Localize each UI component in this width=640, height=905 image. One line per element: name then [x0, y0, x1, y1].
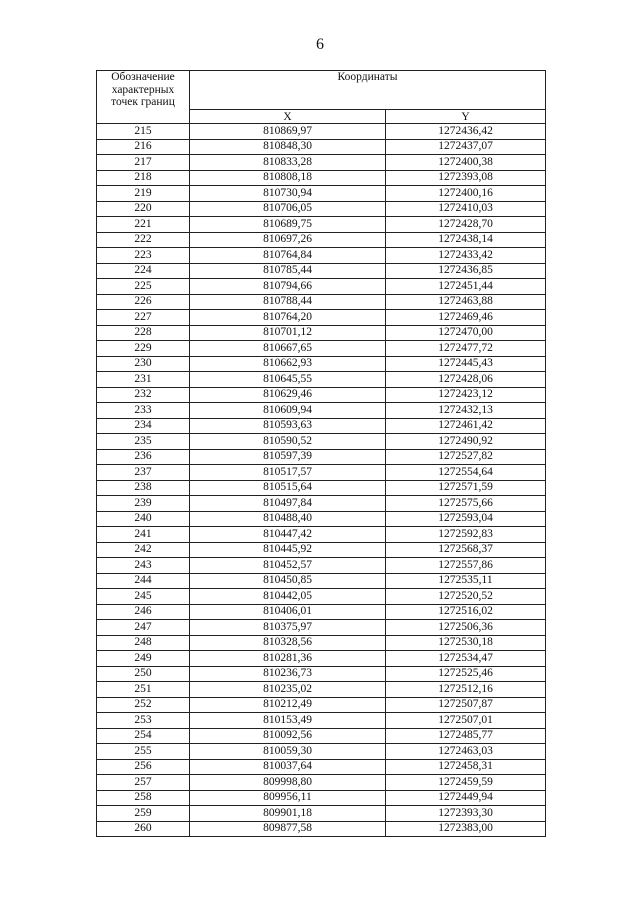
- table-row: [97, 480, 546, 496]
- point-id-cell: 231: [97, 372, 190, 388]
- point-id-cell: 223: [97, 248, 190, 264]
- y-coordinate-cell: 1272507,01: [386, 713, 546, 729]
- x-coordinate-cell: 810488,40: [190, 511, 386, 527]
- x-coordinate-cell: 810667,65: [190, 341, 386, 357]
- table-row: [97, 403, 546, 419]
- y-coordinate-cell: 1272520,52: [386, 589, 546, 605]
- table-row: [97, 713, 546, 729]
- y-coordinate-cell: 1272428,70: [386, 217, 546, 233]
- coordinates-table: [96, 70, 546, 837]
- point-id-cell: 217: [97, 155, 190, 171]
- y-coordinate-cell: 1272507,87: [386, 697, 546, 713]
- table-row: [97, 170, 546, 186]
- x-coordinate-cell: 810869,97: [190, 124, 386, 140]
- y-coordinate-cell: 1272469,46: [386, 310, 546, 326]
- table-row: [97, 124, 546, 140]
- y-coordinate-cell: 1272433,42: [386, 248, 546, 264]
- x-coordinate-cell: 810450,85: [190, 573, 386, 589]
- y-coordinate-cell: 1272428,06: [386, 372, 546, 388]
- x-coordinate-cell: 810375,97: [190, 620, 386, 636]
- y-coordinate-cell: 1272437,07: [386, 139, 546, 155]
- table-row: [97, 558, 546, 574]
- y-coordinate-cell: 1272459,59: [386, 775, 546, 791]
- y-coordinate-cell: 1272512,16: [386, 682, 546, 698]
- point-id-cell: 234: [97, 418, 190, 434]
- x-coordinate-cell: 810059,30: [190, 744, 386, 760]
- x-coordinate-cell: 810848,30: [190, 139, 386, 155]
- x-coordinate-cell: 810706,05: [190, 201, 386, 217]
- table-row: [97, 232, 546, 248]
- x-coordinate-cell: 810833,28: [190, 155, 386, 171]
- header-point-label: Обозначение характерных точек границ: [97, 71, 190, 124]
- y-coordinate-cell: 1272571,59: [386, 480, 546, 496]
- x-coordinate-cell: 809956,11: [190, 790, 386, 806]
- y-coordinate-cell: 1272449,94: [386, 790, 546, 806]
- table-row: [97, 620, 546, 636]
- point-id-cell: 228: [97, 325, 190, 341]
- point-id-cell: 221: [97, 217, 190, 233]
- y-coordinate-cell: 1272554,64: [386, 465, 546, 481]
- x-coordinate-cell: 810212,49: [190, 697, 386, 713]
- point-id-cell: 252: [97, 697, 190, 713]
- point-id-cell: 243: [97, 558, 190, 574]
- y-coordinate-cell: 1272463,88: [386, 294, 546, 310]
- x-coordinate-cell: 810497,84: [190, 496, 386, 512]
- point-id-cell: 254: [97, 728, 190, 744]
- point-id-cell: 232: [97, 387, 190, 403]
- x-coordinate-cell: 809901,18: [190, 806, 386, 822]
- table-row: [97, 790, 546, 806]
- table-row: [97, 139, 546, 155]
- point-id-cell: 219: [97, 186, 190, 202]
- y-coordinate-cell: 1272477,72: [386, 341, 546, 357]
- y-coordinate-cell: 1272461,42: [386, 418, 546, 434]
- y-coordinate-cell: 1272400,16: [386, 186, 546, 202]
- point-id-cell: 218: [97, 170, 190, 186]
- x-coordinate-cell: 810764,20: [190, 310, 386, 326]
- table-row: [97, 496, 546, 512]
- table-row: [97, 418, 546, 434]
- point-id-cell: 226: [97, 294, 190, 310]
- table-row: [97, 387, 546, 403]
- x-coordinate-cell: 810153,49: [190, 713, 386, 729]
- point-id-cell: 239: [97, 496, 190, 512]
- x-coordinate-cell: 810328,56: [190, 635, 386, 651]
- point-id-cell: 229: [97, 341, 190, 357]
- y-coordinate-cell: 1272383,00: [386, 821, 546, 837]
- x-coordinate-cell: 810236,73: [190, 666, 386, 682]
- table-row: [97, 372, 546, 388]
- header-x: X: [190, 110, 386, 124]
- x-coordinate-cell: 810452,57: [190, 558, 386, 574]
- y-coordinate-cell: 1272575,66: [386, 496, 546, 512]
- point-id-cell: 260: [97, 821, 190, 837]
- table-row: [97, 325, 546, 341]
- point-id-cell: 253: [97, 713, 190, 729]
- table-row: [97, 310, 546, 326]
- point-id-cell: 250: [97, 666, 190, 682]
- x-coordinate-cell: 810697,26: [190, 232, 386, 248]
- point-id-cell: 256: [97, 759, 190, 775]
- table-row: [97, 527, 546, 543]
- x-coordinate-cell: 810701,12: [190, 325, 386, 341]
- table-row: [97, 341, 546, 357]
- x-coordinate-cell: 810445,92: [190, 542, 386, 558]
- page-number: 6: [316, 36, 324, 53]
- point-id-cell: 222: [97, 232, 190, 248]
- x-coordinate-cell: 809877,58: [190, 821, 386, 837]
- table-row: [97, 449, 546, 465]
- x-coordinate-cell: 810037,64: [190, 759, 386, 775]
- table-row: [97, 744, 546, 760]
- y-coordinate-cell: 1272423,12: [386, 387, 546, 403]
- point-id-cell: 233: [97, 403, 190, 419]
- point-id-cell: 249: [97, 651, 190, 667]
- table-row: [97, 651, 546, 667]
- point-id-cell: 244: [97, 573, 190, 589]
- y-coordinate-cell: 1272436,85: [386, 263, 546, 279]
- table-row: [97, 294, 546, 310]
- y-coordinate-cell: 1272516,02: [386, 604, 546, 620]
- point-id-cell: 240: [97, 511, 190, 527]
- table-row: [97, 666, 546, 682]
- table-row: [97, 604, 546, 620]
- x-coordinate-cell: 810593,63: [190, 418, 386, 434]
- y-coordinate-cell: 1272506,36: [386, 620, 546, 636]
- point-id-cell: 251: [97, 682, 190, 698]
- x-coordinate-cell: 810597,39: [190, 449, 386, 465]
- point-id-cell: 230: [97, 356, 190, 372]
- table-row: [97, 728, 546, 744]
- table-row: [97, 635, 546, 651]
- x-coordinate-cell: 810447,42: [190, 527, 386, 543]
- point-id-cell: 220: [97, 201, 190, 217]
- x-coordinate-cell: 810808,18: [190, 170, 386, 186]
- y-coordinate-cell: 1272593,04: [386, 511, 546, 527]
- header-coordinates: Координаты: [190, 71, 546, 110]
- table-row: [97, 589, 546, 605]
- y-coordinate-cell: 1272445,43: [386, 356, 546, 372]
- x-coordinate-cell: 810515,64: [190, 480, 386, 496]
- y-coordinate-cell: 1272458,31: [386, 759, 546, 775]
- x-coordinate-cell: 810092,56: [190, 728, 386, 744]
- y-coordinate-cell: 1272592,83: [386, 527, 546, 543]
- y-coordinate-cell: 1272535,11: [386, 573, 546, 589]
- x-coordinate-cell: 810629,46: [190, 387, 386, 403]
- point-id-cell: 246: [97, 604, 190, 620]
- point-id-cell: 227: [97, 310, 190, 326]
- y-coordinate-cell: 1272463,03: [386, 744, 546, 760]
- point-id-cell: 245: [97, 589, 190, 605]
- y-coordinate-cell: 1272470,00: [386, 325, 546, 341]
- x-coordinate-cell: 810645,55: [190, 372, 386, 388]
- x-coordinate-cell: 810609,94: [190, 403, 386, 419]
- table-row: [97, 201, 546, 217]
- x-coordinate-cell: 810730,94: [190, 186, 386, 202]
- point-id-cell: 237: [97, 465, 190, 481]
- table-row: [97, 806, 546, 822]
- point-id-cell: 225: [97, 279, 190, 295]
- table-row: [97, 682, 546, 698]
- x-coordinate-cell: 810794,66: [190, 279, 386, 295]
- table-row: [97, 821, 546, 837]
- y-coordinate-cell: 1272432,13: [386, 403, 546, 419]
- x-coordinate-cell: 810281,36: [190, 651, 386, 667]
- table-row: [97, 279, 546, 295]
- x-coordinate-cell: 809998,80: [190, 775, 386, 791]
- y-coordinate-cell: 1272568,37: [386, 542, 546, 558]
- header-y: Y: [386, 110, 546, 124]
- point-id-cell: 236: [97, 449, 190, 465]
- point-id-cell: 238: [97, 480, 190, 496]
- y-coordinate-cell: 1272393,30: [386, 806, 546, 822]
- table-row: [97, 511, 546, 527]
- y-coordinate-cell: 1272393,08: [386, 170, 546, 186]
- table-body: [97, 124, 546, 837]
- x-coordinate-cell: 810689,75: [190, 217, 386, 233]
- x-coordinate-cell: 810442,05: [190, 589, 386, 605]
- x-coordinate-cell: 810406,01: [190, 604, 386, 620]
- point-id-cell: 248: [97, 635, 190, 651]
- y-coordinate-cell: 1272534,47: [386, 651, 546, 667]
- point-id-cell: 224: [97, 263, 190, 279]
- y-coordinate-cell: 1272530,18: [386, 635, 546, 651]
- point-id-cell: 247: [97, 620, 190, 636]
- y-coordinate-cell: 1272527,82: [386, 449, 546, 465]
- x-coordinate-cell: 810235,02: [190, 682, 386, 698]
- point-id-cell: 216: [97, 139, 190, 155]
- x-coordinate-cell: 810590,52: [190, 434, 386, 450]
- x-coordinate-cell: 810662,93: [190, 356, 386, 372]
- point-id-cell: 235: [97, 434, 190, 450]
- y-coordinate-cell: 1272438,14: [386, 232, 546, 248]
- y-coordinate-cell: 1272400,38: [386, 155, 546, 171]
- point-id-cell: 257: [97, 775, 190, 791]
- y-coordinate-cell: 1272490,92: [386, 434, 546, 450]
- table-row: [97, 573, 546, 589]
- y-coordinate-cell: 1272485,77: [386, 728, 546, 744]
- point-id-cell: 258: [97, 790, 190, 806]
- table-row: [97, 759, 546, 775]
- y-coordinate-cell: 1272436,42: [386, 124, 546, 140]
- table-row: [97, 697, 546, 713]
- table-row: [97, 434, 546, 450]
- x-coordinate-cell: 810764,84: [190, 248, 386, 264]
- table-row: [97, 356, 546, 372]
- y-coordinate-cell: 1272410,03: [386, 201, 546, 217]
- y-coordinate-cell: 1272525,46: [386, 666, 546, 682]
- table-row: [97, 263, 546, 279]
- table-row: [97, 465, 546, 481]
- table-row: [97, 155, 546, 171]
- y-coordinate-cell: 1272451,44: [386, 279, 546, 295]
- table-row: [97, 775, 546, 791]
- table-row: [97, 248, 546, 264]
- point-id-cell: 215: [97, 124, 190, 140]
- y-coordinate-cell: 1272557,86: [386, 558, 546, 574]
- table-row: [97, 186, 546, 202]
- x-coordinate-cell: 810785,44: [190, 263, 386, 279]
- point-id-cell: 259: [97, 806, 190, 822]
- point-id-cell: 241: [97, 527, 190, 543]
- x-coordinate-cell: 810517,57: [190, 465, 386, 481]
- table-row: [97, 542, 546, 558]
- point-id-cell: 242: [97, 542, 190, 558]
- x-coordinate-cell: 810788,44: [190, 294, 386, 310]
- table-row: [97, 217, 546, 233]
- point-id-cell: 255: [97, 744, 190, 760]
